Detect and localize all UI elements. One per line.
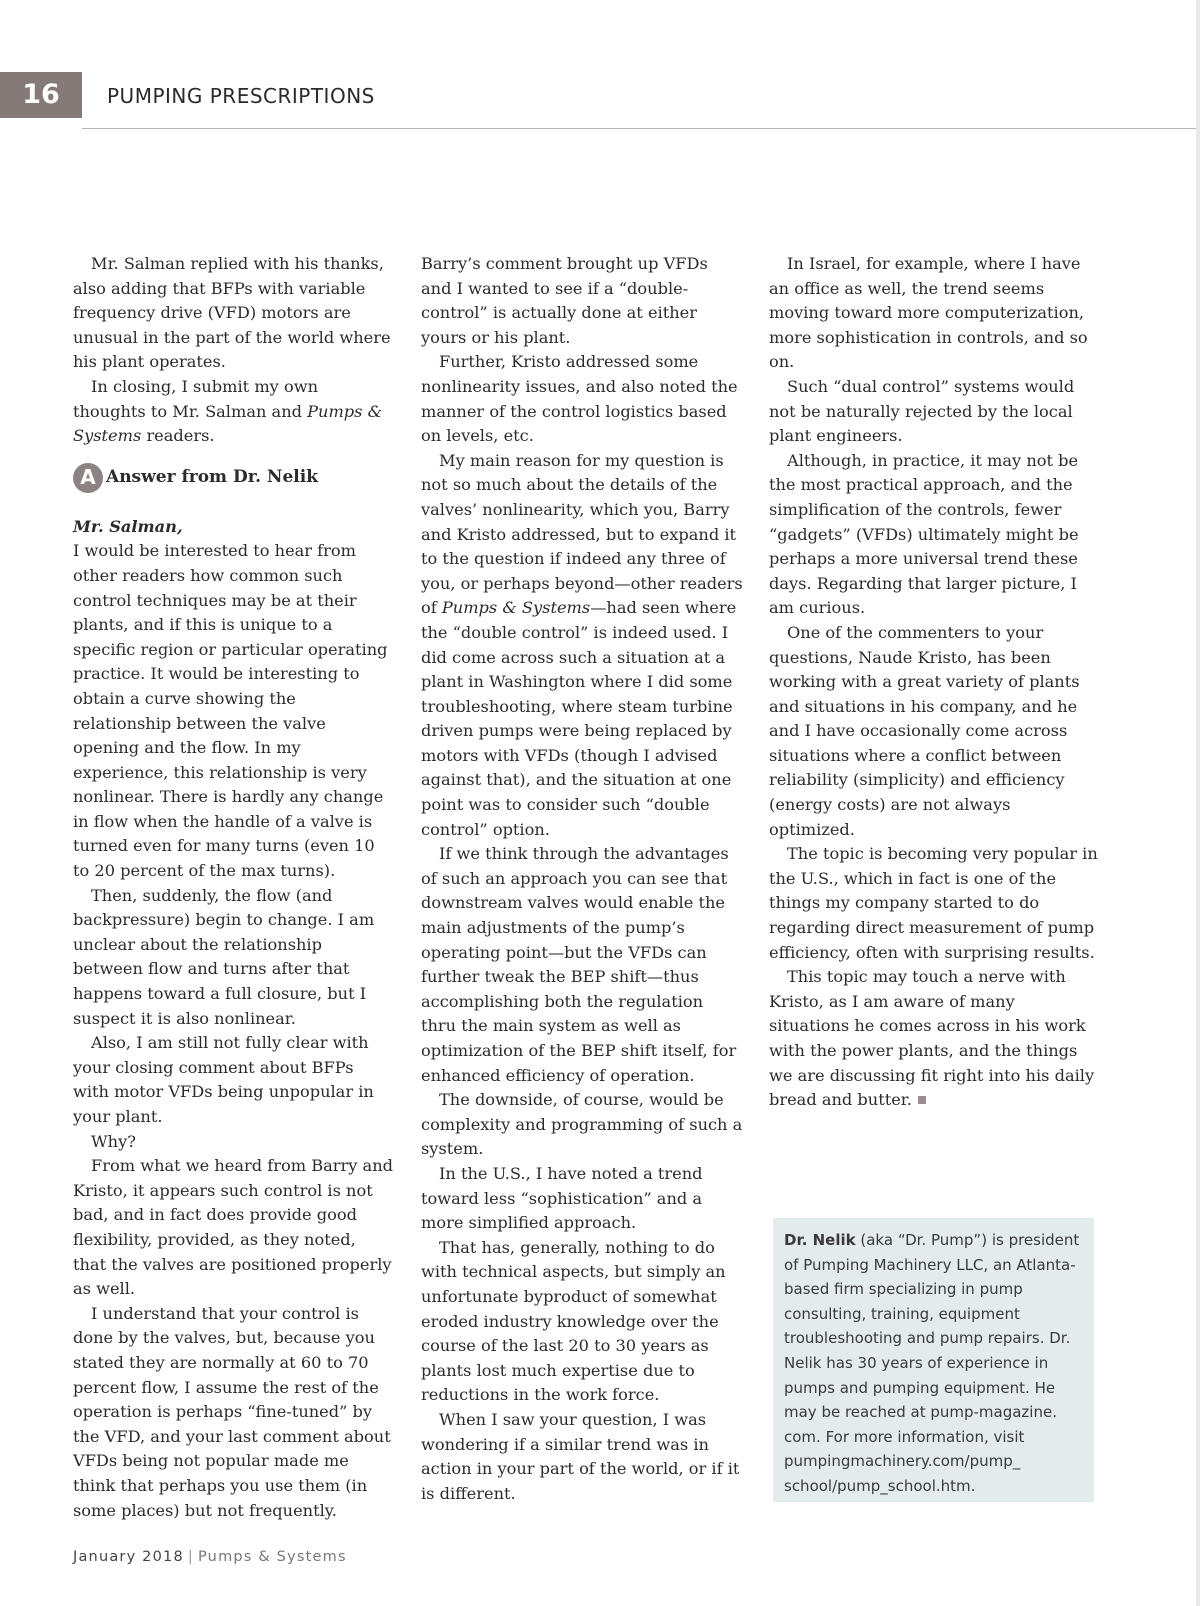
paragraph: Then, suddenly, the flow (and backpressure) begin to change. I am unclear about the relationship between flow and turns after that happens toward a full closure, but I suspect it is also nonlinear. bbox=[73, 885, 375, 1028]
answer-heading bbox=[73, 463, 393, 493]
article-column-2 bbox=[421, 252, 743, 1506]
paragraph: The topic is becoming very popular in the U.S., which in fact is one of the things my company started to do regarding direct measurement of pump efficiency, often with surprising results. bbox=[769, 844, 1098, 962]
paragraph: Also, I am still not fully clear with your closing comment about BFPs with motor VFDs being unpopular in your plant. bbox=[73, 1033, 374, 1126]
answer-heading-text: Answer from Dr. Nelik bbox=[106, 467, 318, 488]
page-footer bbox=[73, 1549, 347, 1565]
footer-magazine: Pumps & Systems bbox=[197, 1549, 347, 1565]
paragraph: In Israel, for example, where I have an office as well, the trend seems moving toward more computerization, more sophistication in controls, and so on. bbox=[769, 254, 1088, 372]
footer-separator: | bbox=[187, 1549, 194, 1565]
paragraph: Such “dual control” systems would not be naturally rejected by the local plant engineers. bbox=[769, 376, 1075, 446]
paragraph: If we think through the advantages of such an approach you can see that downstream valves would enable the main adjustments of the pump’s operating point—but the VFDs can further tweak the BEP shift—thus accomplishing both the regulation thru the main system as well as optimization of the BEP shift itself, for enhanced efficiency of operation. bbox=[421, 844, 737, 1085]
paragraph: The downside, of course, would be complexity and programming of such a system. bbox=[421, 1090, 743, 1159]
section-title: PUMPING PRESCRIPTIONS bbox=[107, 84, 375, 108]
paragraph: One of the commenters to your questions, Naude Kristo, has been working with a great variety of plants and situations in his company, and he and I have occasionally come across situations where a conflict between reliability (simplicity) and efficiency (energy costs) are not always optimized. bbox=[769, 622, 1080, 839]
paragraph: I understand that your control is done by the valves, but, because you stated they are normally at 60 to 70 percent flow, I assume the rest of the operation is perhaps “fine-tuned” by the VFD, and your last comment about VFDs being not popular made me think that perhaps you use them (in some places) but not frequently. bbox=[73, 1303, 391, 1520]
author-bio-box bbox=[773, 1218, 1094, 1502]
paragraph: Mr. Salman replied with his thanks, also adding that BFPs with variable frequency drive (VFD) motors are unusual in the part of the world where his plant operates. bbox=[73, 254, 391, 372]
paragraph: Further, Kristo addressed some nonlinearity issues, and also noted the manner of the control logistics based on levels, etc. bbox=[421, 352, 738, 446]
page-edge bbox=[1196, 0, 1200, 1606]
paragraph: This topic may touch a nerve with Kristo, as I am aware of many situations he comes across in his work with the power plants, and the things we are discussing fit right into his daily bread and butter. bbox=[769, 967, 1095, 1110]
salutation: Mr. Salman, bbox=[73, 516, 183, 536]
footer-issue: January 2018 bbox=[73, 1549, 184, 1565]
paragraph: Although, in practice, it may not be the most practical approach, and the simplification of the controls, fewer “gadgets” (VFDs) ultimately might be perhaps a more universal trend these days. Regarding that larger picture, I am curious. bbox=[769, 450, 1079, 618]
paragraph: That has, generally, nothing to do with technical aspects, but simply an unfortunate byproduct of somewhat eroded industry knowledge over the course of the last 20 to 30 years as plants lost much expertise due to reductions in the work force. bbox=[421, 1237, 726, 1405]
paragraph: My main reason for my question is not so much about the details of the valves’ nonlinearity, which you, Barry and Kristo addressed, but to expand it to the question if indeed any three of you, or perhaps beyond—other readers of Pumps & Systems—had seen where the “double control” is indeed used. I did come across such a situation at a plant in Washington where I did some troubleshooting, where steam turbine driven pumps were being replaced by motors with VFDs (though I advised against that), and the situation at one point was to consider such “double control” option. bbox=[421, 450, 743, 839]
paragraph: When I saw your question, I was wondering if a similar trend was in action in your part of the world, or if it is different. bbox=[421, 1409, 740, 1503]
end-of-article-icon bbox=[918, 1096, 926, 1104]
paragraph: Barry’s comment brought up VFDs and I wanted to see if a “double-control” is actually done at either yours or his plant. bbox=[421, 254, 708, 347]
answer-badge-icon: A bbox=[73, 463, 103, 493]
article-column-1 bbox=[73, 252, 393, 1523]
paragraph: In closing, I submit my own thoughts to Mr. Salman and Pumps & Systems readers. bbox=[73, 376, 383, 446]
paragraph: In the U.S., I have noted a trend toward less “sophistication” and a more simplified approach. bbox=[421, 1163, 703, 1233]
paragraph: From what we heard from Barry and Kristo, it appears such control is not bad, and in fact does provide good flexibility, provided, as they noted, that the valves are positioned properly as well. bbox=[73, 1156, 393, 1299]
header-rule bbox=[82, 128, 1200, 129]
paragraph: I would be interested to hear from other readers how common such control techniques may be at their plants, and if this is unique to a specific region or particular operating practice. It would be interesting to obtain a curve showing the relationship between the valve opening and the flow. In my experience, this relationship is very nonlinear. There is hardly any change in flow when the handle of a valve is turned even for many turns (even 10 to 20 percent of the max turns). bbox=[73, 541, 388, 881]
article-column-3 bbox=[769, 252, 1099, 1113]
paragraph: Why? bbox=[91, 1131, 136, 1151]
bio-name: Dr. Nelik bbox=[784, 1231, 856, 1249]
page-number: 16 bbox=[0, 72, 82, 118]
bio-text: (aka “Dr. Pump”) is president of Pumping Machinery LLC, an Atlanta-based firm specializing in pump consulting, training, equipment troubleshooting and pump repairs. Dr. Nelik has 30 years of experience in pumps and pumping equipment. He may be reached at pump-magazine. com. For more information, visit pumpingmachinery.com/pump_ school/pump_school.htm. bbox=[784, 1231, 1080, 1495]
